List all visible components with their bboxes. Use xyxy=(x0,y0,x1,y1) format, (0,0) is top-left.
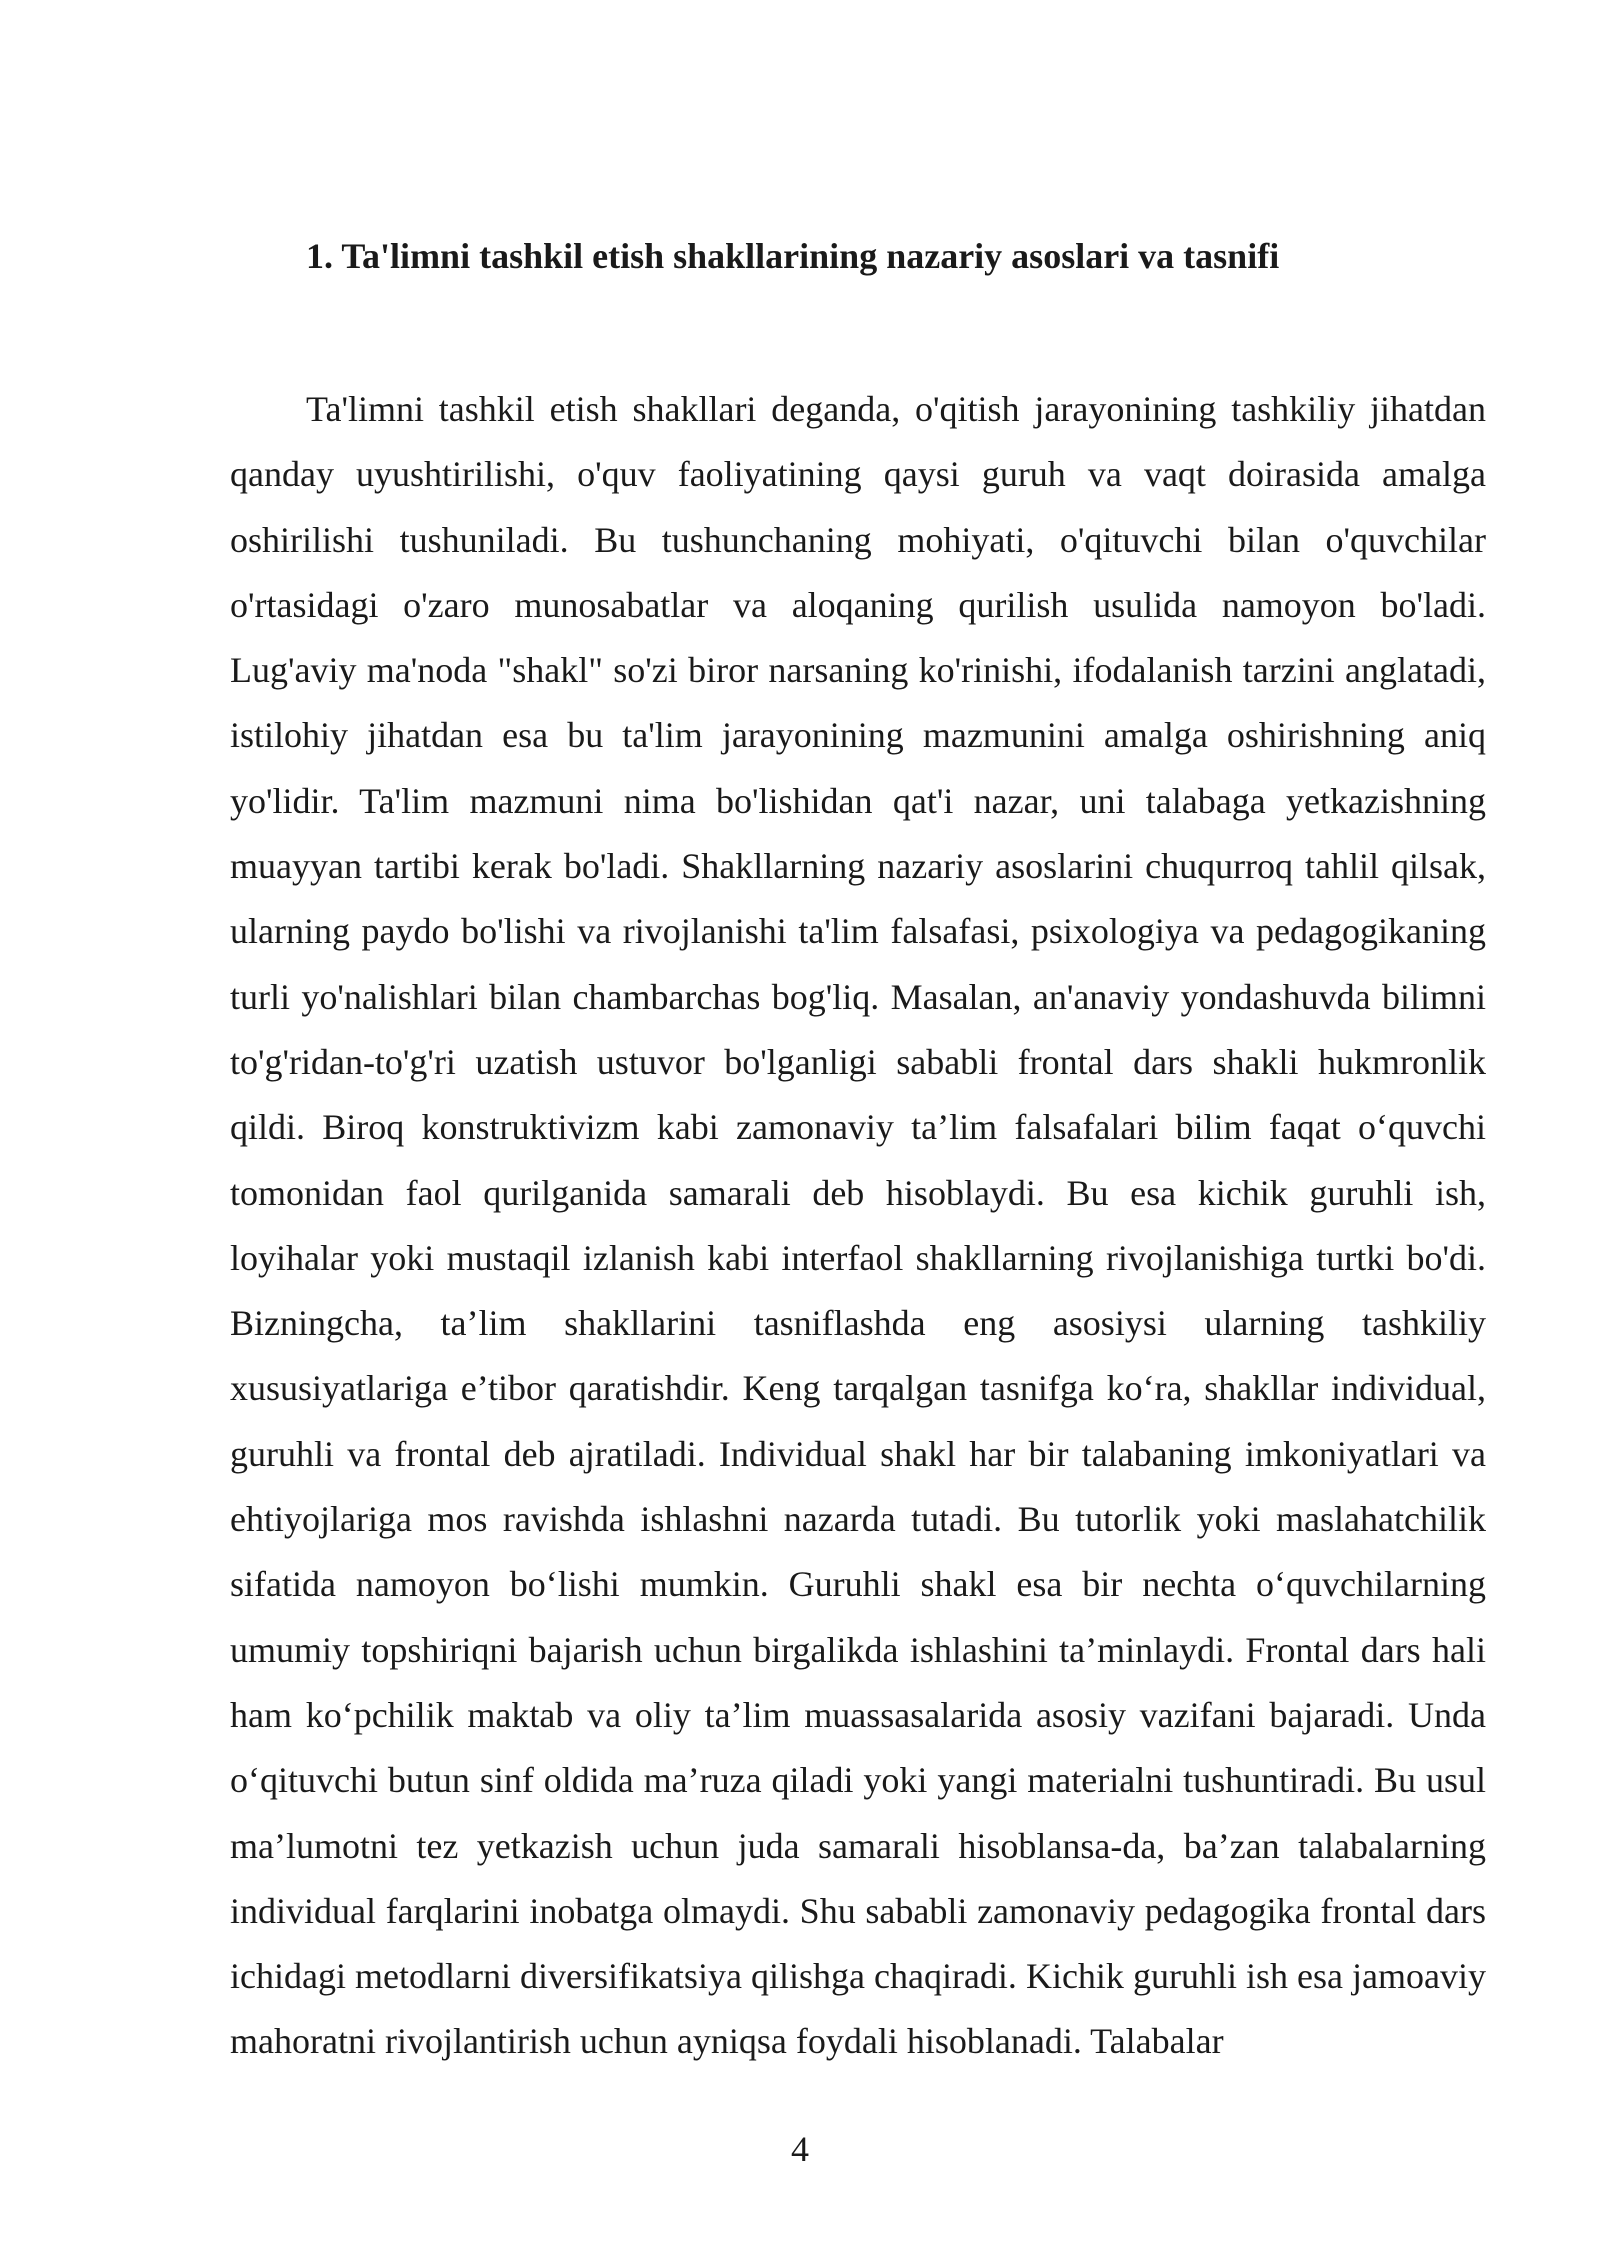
body-paragraph: Ta'limni tashkil etish shakllari deganda, o'qitish jarayonining tashkiliy jihatdan qanday uyushtirilishi, o'quv faoliyatining qaysi guruh va vaqt doirasida amalga oshirilishi tushuniladi. Bu tushunchaning mohiyati, o'qituvchi bilan o'quvchilar o'rtasidagi o'zaro munosabatlar va aloqaning qurilish usulida namoyon bo'ladi. Lug'aviy ma'noda "shakl" so'zi biror narsaning ko'rinishi, ifodalanish tarzini anglatadi, istilohiy jihatdan esa bu ta'lim jarayonining mazmunini amalga oshirishning aniq yo'lidir. Ta'lim mazmuni nima bo'lishidan qat'i nazar, uni talabaga yetkazishning muayyan tartibi kerak bo'ladi. Shakllarning nazariy asoslarini chuqurroq tahlil qilsak, ularning paydo bo'lishi va rivojlanishi ta'lim falsafasi, psixologiya va pedagogikaning turli yo'nalishlari bilan chambarchas bog'liq. Masalan, an'anaviy yondashuvda bilimni to'g'ridan-to'g'ri uzatish ustuvor bo'lganligi sababli frontal dars shakli hukmronlik qildi. Biroq konstruktivizm kabi zamonaviy ta’lim falsafalari bilim faqat o‘quvchi tomonidan faol qurilganida samarali deb hisoblaydi. Bu esa kichik guruhli ish, loyihalar yoki mustaqil izlanish kabi interfaol shakllarning rivojlanishiga turtki bo'di. Bizningcha, ta’lim shakllarini tasniflashda eng asosiysi ularning tashkiliy xususiyatlariga e’tibor qaratishdir. Keng tarqalgan tasnifga ko‘ra, shakllar individual, guruhli va frontal deb ajratiladi. Individual shakl har bir talabaning imkoniyatlari va ehtiyojlariga mos ravishda ishlashni nazarda tutadi. Bu tutorlik yoki maslahatchilik sifatida namoyon bo‘lishi mumkin. Guruhli shakl esa bir nechta o‘quvchilarning umumiy topshiriqni bajarish uchun birgalikda ishlashini ta’minlaydi. Frontal dars hali ham ko‘pchilik maktab va oliy ta’lim muassasalarida asosiy vazifani bajaradi. Unda o‘qituvchi butun sinf oldida ma’ruza qiladi yoki yangi materialni tushuntiradi. Bu usul ma’lumotni tez yetkazish uchun juda samarali hisoblansa-da, ba’zan talabalarning individual farqlarini inobatga olmaydi. Shu sababli zamonaviy pedagogika frontal dars ichidagi metodlarni diversifikatsiya qilishga chaqiradi. Kichik guruhli ish esa jamoaviy mahoratni rivojlantirish uchun ayniqsa foydali hisoblanadi. Talabalar xyxy=(230,389,1486,2062)
section-heading: 1. Ta'limni tashkil etish shakllarining nazariy asoslari va tasnifi xyxy=(306,236,1280,276)
page-number: 4 xyxy=(791,2129,809,2169)
